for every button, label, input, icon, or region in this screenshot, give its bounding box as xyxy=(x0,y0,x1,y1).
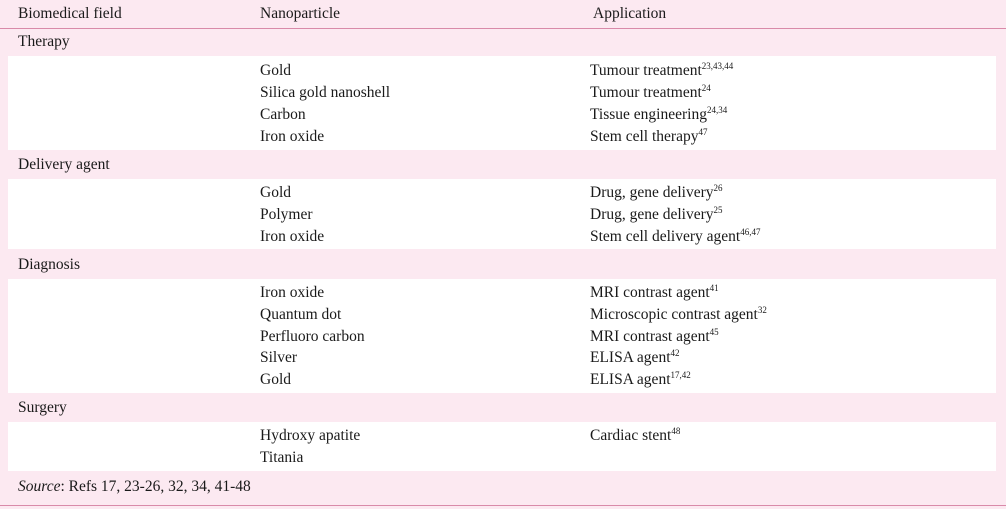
table-source-note xyxy=(18,478,251,496)
nanoparticle-cell: Quantum dot xyxy=(260,306,342,323)
nanoparticle-cell: Gold xyxy=(260,371,291,388)
reference-superscript: 46,47 xyxy=(740,227,761,237)
section-body xyxy=(8,422,996,471)
nanoparticle-cell: Iron oxide xyxy=(260,128,325,145)
application-cell: Drug, gene delivery$^{26}$ xyxy=(590,183,723,201)
bottom-rule xyxy=(0,505,1006,506)
table-row xyxy=(8,447,996,469)
application-cell: Cardiac stent$^{48}$ xyxy=(590,426,681,444)
source-text: : Refs 17, 23-26, 32, 34, 41-48 xyxy=(60,478,251,495)
application-cell: Tissue engineering$^{24,34}$ xyxy=(590,105,728,123)
nanoparticle-cell: Iron oxide xyxy=(260,228,325,245)
reference-superscript: 25 xyxy=(713,205,723,215)
application-cell: Drug, gene delivery$^{25}$ xyxy=(590,205,723,223)
section-diagnosis xyxy=(0,252,1006,395)
application-cell: Stem cell therapy$^{47}$ xyxy=(590,127,708,145)
table-row xyxy=(8,347,996,369)
header-nanoparticle: Nanoparticle xyxy=(260,5,341,22)
table-row xyxy=(8,104,996,126)
table-row xyxy=(8,126,996,148)
application-cell: Tumour treatment$^{24}$ xyxy=(590,83,711,101)
table-row xyxy=(8,182,996,204)
reference-superscript: 47 xyxy=(698,127,708,137)
table-row xyxy=(8,204,996,226)
nanoparticle-cell: Silica gold nanoshell xyxy=(260,84,391,101)
nanoparticle-cell: Titania xyxy=(260,449,304,466)
table-row xyxy=(8,326,996,348)
table-row xyxy=(8,60,996,82)
section-title: Diagnosis xyxy=(18,256,80,273)
section-body xyxy=(8,279,996,393)
table-row xyxy=(8,425,996,447)
table-row xyxy=(8,304,996,326)
nanoparticle-cell: Gold xyxy=(260,62,291,79)
reference-superscript: 24 xyxy=(701,83,711,93)
header-biomedical-field: Biomedical field xyxy=(18,5,122,22)
application-cell: Tumour treatment$^{23,43,44}$ xyxy=(590,61,734,79)
application-cell: Stem cell delivery agent$^{46,47}$ xyxy=(590,227,761,245)
reference-superscript: 42 xyxy=(670,348,680,358)
header-application: Application xyxy=(593,5,667,22)
application-cell: MRI contrast agent$^{41}$ xyxy=(590,283,719,301)
section-delivery-agent xyxy=(0,152,1006,251)
reference-superscript: 45 xyxy=(709,327,719,337)
reference-superscript: 23,43,44 xyxy=(701,61,734,71)
nanoparticle-cell: Perfluoro carbon xyxy=(260,328,365,345)
section-therapy xyxy=(0,29,1006,152)
nanoparticle-cell: Polymer xyxy=(260,206,313,223)
reference-superscript: 24,34 xyxy=(706,105,728,115)
section-surgery xyxy=(0,395,1006,473)
table-row xyxy=(8,369,996,391)
section-title: Surgery xyxy=(18,399,67,416)
application-cell: Microscopic contrast agent$^{32}$ xyxy=(590,305,767,323)
nanoparticle-cell: Carbon xyxy=(260,106,306,123)
table-row xyxy=(8,226,996,248)
nanoparticle-cell: Hydroxy apatite xyxy=(260,427,361,444)
source-label: Source xyxy=(18,478,61,495)
table-row xyxy=(8,282,996,304)
reference-superscript: 41 xyxy=(709,283,719,293)
reference-superscript: 17,42 xyxy=(670,370,691,380)
table-row xyxy=(8,82,996,104)
section-body xyxy=(8,56,996,150)
application-cell: ELISA agent$^{17,42}$ xyxy=(590,370,691,388)
nanoparticle-cell: Silver xyxy=(260,349,298,366)
application-cell: MRI contrast agent$^{45}$ xyxy=(590,327,719,345)
table-header xyxy=(0,0,1006,29)
application-cell: ELISA agent$^{42}$ xyxy=(590,348,680,366)
nanoparticle-cell: Gold xyxy=(260,184,291,201)
section-title: Delivery agent xyxy=(18,156,110,173)
reference-superscript: 32 xyxy=(757,305,767,315)
reference-superscript: 48 xyxy=(671,426,681,436)
nanoparticle-cell: Iron oxide xyxy=(260,284,325,301)
section-body xyxy=(8,179,996,249)
section-title: Therapy xyxy=(18,33,70,50)
reference-superscript: 26 xyxy=(713,183,723,193)
